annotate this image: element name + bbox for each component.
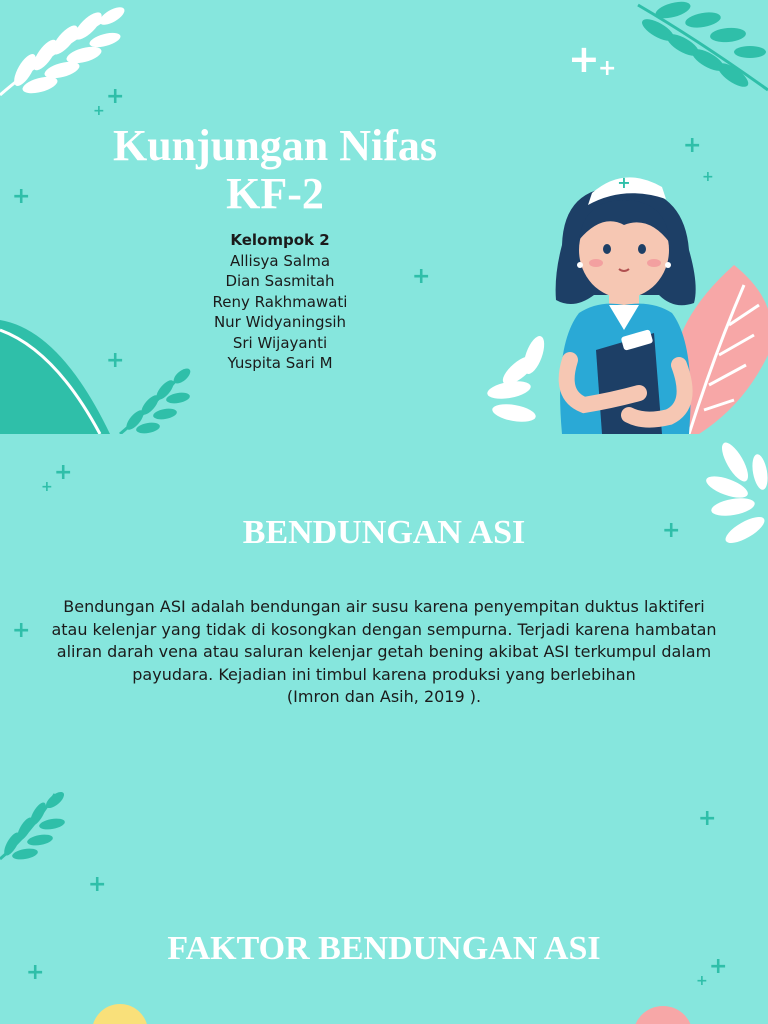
plus-icon: + xyxy=(12,184,31,209)
member-name: Reny Rakhmawati xyxy=(212,292,348,311)
svg-text:+: + xyxy=(617,173,631,192)
section-title: BENDUNGAN ASI xyxy=(242,514,526,551)
plus-icon: + xyxy=(106,84,125,109)
member-name: Sri Wijayanti xyxy=(232,333,328,352)
plus-icon: + xyxy=(12,618,31,643)
plus-icon: + xyxy=(106,348,125,373)
slide-faktor-bendungan-asi xyxy=(0,864,768,1024)
title-line-1: Kunjungan Nifas xyxy=(112,121,437,170)
leaf-decoration-left xyxy=(0,784,70,864)
plus-icon: + xyxy=(683,133,702,158)
plus-icon: + xyxy=(412,264,431,289)
slide-title xyxy=(0,0,768,434)
member-list xyxy=(170,230,390,374)
group-label: Kelompok 2 xyxy=(230,231,330,249)
definition-text xyxy=(50,596,718,709)
member-name: Allisya Salma xyxy=(229,251,331,270)
plus-icon: + xyxy=(41,479,53,495)
plus-icon: + xyxy=(26,960,45,985)
member-name: Nur Widyaningsih xyxy=(213,313,347,331)
plus-icon: + xyxy=(696,973,708,989)
plus-icon: + xyxy=(709,954,728,979)
plus-icon: + xyxy=(662,518,681,543)
plus-icon: + xyxy=(702,169,714,185)
circle-decoration xyxy=(90,1002,150,1024)
plus-icon: + xyxy=(88,872,107,897)
section-title: FAKTOR BENDUNGAN ASI xyxy=(167,930,601,967)
plus-icon: + xyxy=(54,460,73,485)
citation: (Imron dan Asih, 2019 ). xyxy=(286,687,482,706)
nurse-illustration xyxy=(484,155,768,434)
plus-icon: + xyxy=(598,56,617,81)
slide-bendungan-asi xyxy=(0,434,768,864)
title-line-2: KF-2 xyxy=(226,169,324,218)
member-name: Dian Sasmitah xyxy=(225,272,335,290)
plus-icon: + xyxy=(698,806,717,831)
leaf-decoration-top-right xyxy=(628,0,768,100)
plus-icon: + xyxy=(93,103,105,119)
paragraph: Bendungan ASI adalah bendungan air susu karena penyempitan duktus laktiferi atau kelenjar yang tidak di kosongkan dengan sempurna. Terjadi karena hambatan aliran darah vena atau saluran kelenjar getah bening akibat ASI terkumpul dalam payudara. Kejadian ini timbul karena produksi yang berlebihan xyxy=(51,597,717,684)
plus-icon: + xyxy=(568,37,600,81)
page-title xyxy=(70,122,480,218)
member-name: Yuspita Sari M xyxy=(227,354,333,372)
circle-decoration xyxy=(628,1004,698,1024)
